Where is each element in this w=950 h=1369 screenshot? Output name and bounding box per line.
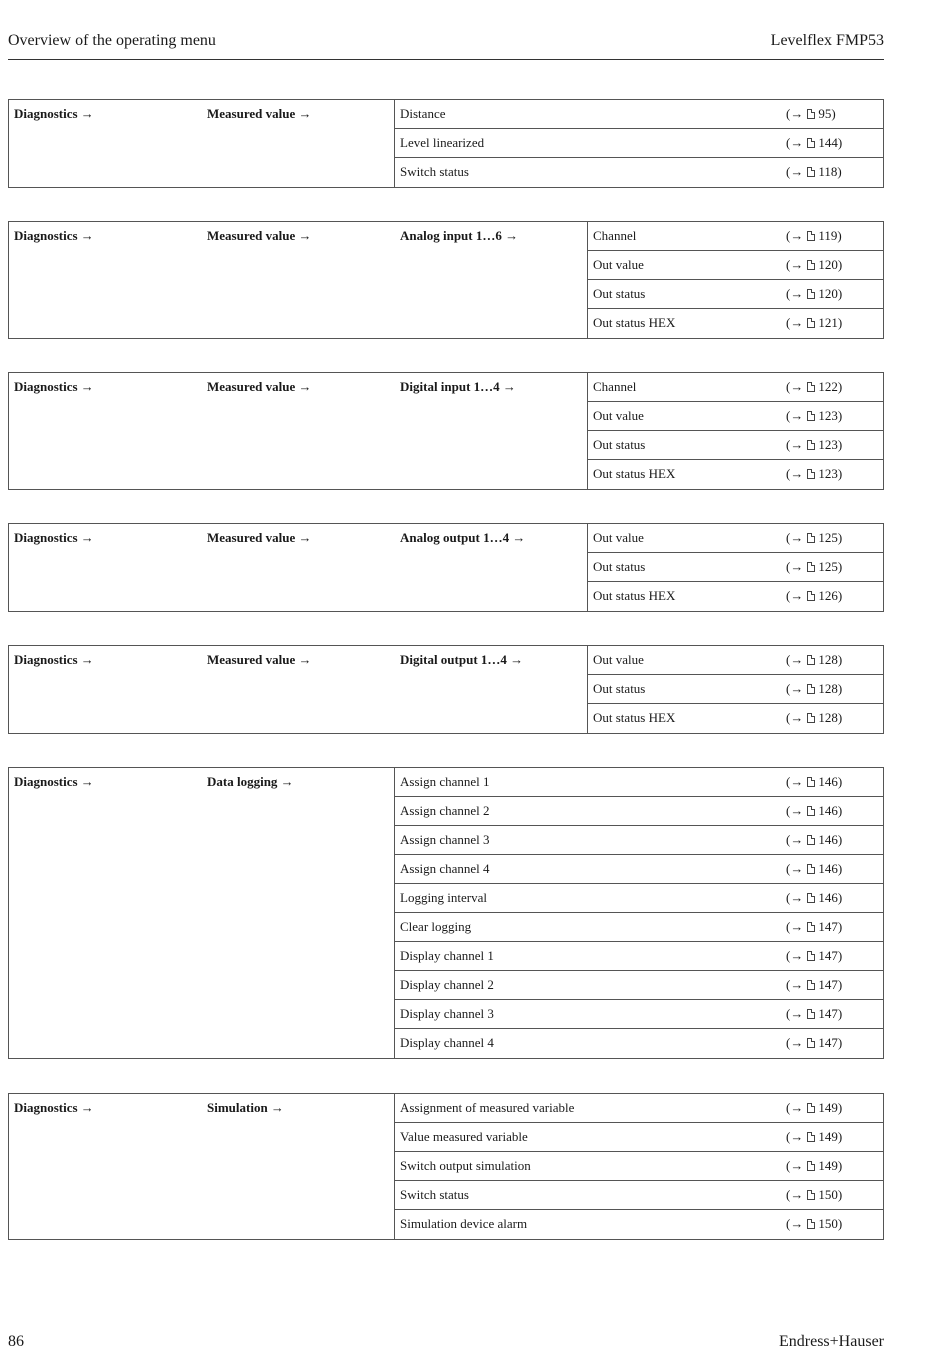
- page-reference[interactable]: [786, 437, 842, 453]
- parameter-name: Channel: [593, 228, 637, 243]
- parameter-name: Assign channel 2: [400, 803, 490, 818]
- parameter-name: Level linearized: [400, 135, 485, 150]
- menu-path-level: Diagnostics →: [14, 1100, 94, 1115]
- menu-path-level: Digital input 1…4 →: [400, 379, 516, 394]
- reference-page: 147): [818, 1035, 843, 1050]
- table-row: [587, 402, 883, 431]
- reference-page: 118): [818, 164, 842, 179]
- table-row: [394, 971, 883, 1000]
- table-row: [394, 942, 883, 971]
- document-icon: [807, 1132, 815, 1142]
- document-icon: [807, 684, 815, 694]
- reference-arrow: (→: [786, 437, 804, 452]
- reference-arrow: (→: [786, 1035, 804, 1050]
- reference-page: 149): [818, 1100, 843, 1115]
- page-reference[interactable]: [786, 832, 842, 848]
- parameter-name: Display channel 4: [400, 1035, 494, 1050]
- reference-arrow: (→: [786, 681, 804, 696]
- reference-page: 125): [818, 530, 843, 545]
- menu-path-level: Measured value →: [207, 652, 312, 667]
- reference-arrow: (→: [786, 1216, 804, 1231]
- reference-page: 149): [818, 1129, 843, 1144]
- reference-arrow: (→: [786, 1158, 804, 1173]
- reference-arrow: (→: [786, 832, 804, 847]
- reference-page: 121): [818, 315, 843, 330]
- reference-page: 147): [818, 948, 843, 963]
- reference-arrow: (→: [786, 588, 804, 603]
- page-reference[interactable]: [786, 803, 842, 819]
- document-icon: [807, 951, 815, 961]
- menu-table: [8, 1093, 884, 1240]
- table-row: [587, 675, 883, 704]
- reference-page: 146): [818, 774, 843, 789]
- page-reference[interactable]: [786, 1100, 842, 1116]
- document-icon: [807, 777, 815, 787]
- menu-path-level: Diagnostics →: [14, 228, 94, 243]
- page-reference[interactable]: [786, 1006, 842, 1022]
- reference-arrow: (→: [786, 1129, 804, 1144]
- parameter-name: Display channel 2: [400, 977, 494, 992]
- page-reference[interactable]: [786, 286, 842, 302]
- reference-arrow: (→: [786, 890, 804, 905]
- table-row: [394, 100, 883, 129]
- page-number: 86: [8, 1333, 24, 1350]
- parameter-name: Out value: [593, 408, 644, 423]
- reference-arrow: (→: [786, 164, 804, 179]
- parameter-name: Assign channel 3: [400, 832, 490, 847]
- table-row: [587, 582, 883, 611]
- parameter-name: Distance: [400, 106, 446, 121]
- page-reference[interactable]: [786, 890, 842, 906]
- page-reference[interactable]: [786, 408, 842, 424]
- document-icon: [807, 980, 815, 990]
- reference-page: 149): [818, 1158, 843, 1173]
- table-row: [587, 309, 883, 338]
- parameter-name: Value measured variable: [400, 1129, 528, 1144]
- reference-page: 125): [818, 559, 843, 574]
- page-reference[interactable]: [786, 228, 842, 244]
- table-row: [394, 1123, 883, 1152]
- page-reference[interactable]: [786, 588, 842, 604]
- reference-arrow: (→: [786, 861, 804, 876]
- menu-path-level: Measured value →: [207, 530, 312, 545]
- document-icon: [807, 260, 815, 270]
- reference-page: 123): [818, 437, 843, 452]
- document-icon: [807, 382, 815, 392]
- parameter-name: Out value: [593, 530, 644, 545]
- reference-arrow: (→: [786, 228, 804, 243]
- header-product: Levelflex FMP53: [770, 32, 884, 49]
- parameter-name: Logging interval: [400, 890, 488, 905]
- menu-path-level: Diagnostics →: [14, 530, 94, 545]
- document-icon: [807, 109, 815, 119]
- reference-page: 128): [818, 652, 843, 667]
- document-icon: [807, 806, 815, 816]
- parameter-name: Assign channel 4: [400, 861, 490, 876]
- reference-arrow: (→: [786, 652, 804, 667]
- menu-path-level: Diagnostics →: [14, 774, 94, 789]
- table-row: [394, 1094, 883, 1123]
- document-icon: [807, 411, 815, 421]
- parameter-name: Switch status: [400, 164, 469, 179]
- reference-arrow: (→: [786, 466, 804, 481]
- parameter-name: Out status: [593, 286, 646, 301]
- reference-page: 147): [818, 977, 843, 992]
- reference-arrow: (→: [786, 1006, 804, 1021]
- reference-arrow: (→: [786, 408, 804, 423]
- table-row: [394, 826, 883, 855]
- reference-arrow: (→: [786, 977, 804, 992]
- menu-table: [8, 645, 884, 734]
- reference-page: 146): [818, 832, 843, 847]
- table-row: [587, 222, 883, 251]
- reference-arrow: (→: [786, 257, 804, 272]
- page-reference[interactable]: [786, 919, 842, 935]
- table-row: [587, 280, 883, 309]
- page-reference[interactable]: [786, 530, 842, 546]
- menu-table: [8, 372, 884, 490]
- document-icon: [807, 713, 815, 723]
- parameter-name: Display channel 3: [400, 1006, 494, 1021]
- table-row: [394, 1029, 883, 1058]
- reference-page: 128): [818, 681, 843, 696]
- table-row: [394, 1152, 883, 1181]
- document-icon: [807, 835, 815, 845]
- document-icon: [807, 469, 815, 479]
- table-row: [587, 553, 883, 582]
- reference-arrow: (→: [786, 559, 804, 574]
- document-icon: [807, 655, 815, 665]
- page-reference[interactable]: [786, 559, 842, 575]
- table-row: [394, 1210, 883, 1239]
- parameter-name: Channel: [593, 379, 637, 394]
- parameter-name: Out status HEX: [593, 588, 676, 603]
- menu-path-level: Analog input 1…6 →: [400, 228, 519, 243]
- reference-page: 120): [818, 286, 843, 301]
- reference-page: 147): [818, 919, 843, 934]
- menu-path-level: Data logging →: [207, 774, 294, 789]
- document-icon: [807, 138, 815, 148]
- document-icon: [807, 864, 815, 874]
- page-reference[interactable]: [786, 135, 842, 151]
- parameter-name: Switch status: [400, 1187, 469, 1202]
- reference-page: 128): [818, 710, 843, 725]
- reference-page: 146): [818, 890, 843, 905]
- table-row: [394, 1181, 883, 1210]
- page-reference[interactable]: [786, 379, 842, 395]
- reference-page: 150): [818, 1187, 843, 1202]
- document-icon: [807, 1219, 815, 1229]
- document-icon: [807, 167, 815, 177]
- document-icon: [807, 1190, 815, 1200]
- parameter-name: Out status: [593, 681, 646, 696]
- reference-page: 123): [818, 466, 843, 481]
- table-row: [587, 431, 883, 460]
- parameter-name: Assignment of measured variable: [400, 1100, 575, 1115]
- reference-arrow: (→: [786, 774, 804, 789]
- menu-table: [8, 221, 884, 339]
- document-icon: [807, 440, 815, 450]
- header-title: Overview of the operating menu: [8, 32, 216, 49]
- menu-path-level: Diagnostics →: [14, 652, 94, 667]
- menu-table: [8, 523, 884, 612]
- reference-arrow: (→: [786, 286, 804, 301]
- reference-page: 122): [818, 379, 843, 394]
- page-reference[interactable]: [786, 1158, 842, 1174]
- document-icon: [807, 922, 815, 932]
- page-reference[interactable]: [786, 977, 842, 993]
- parameter-name: Out value: [593, 652, 644, 667]
- page-reference[interactable]: [786, 652, 842, 668]
- document-icon: [807, 289, 815, 299]
- reference-arrow: (→: [786, 919, 804, 934]
- table-row: [394, 855, 883, 884]
- document-icon: [807, 562, 815, 572]
- page-reference[interactable]: [786, 1216, 842, 1232]
- footer-company: Endress+Hauser: [779, 1333, 884, 1350]
- parameter-name: Simulation device alarm: [400, 1216, 528, 1231]
- menu-path-level: Measured value →: [207, 106, 312, 121]
- reference-page: 119): [818, 228, 842, 243]
- parameter-name: Out status HEX: [593, 466, 676, 481]
- table-row: [394, 884, 883, 913]
- reference-arrow: (→: [786, 1187, 804, 1202]
- parameter-name: Out status: [593, 559, 646, 574]
- menu-table: [8, 99, 884, 188]
- parameter-name: Assign channel 1: [400, 774, 490, 789]
- document-icon: [807, 318, 815, 328]
- page-reference[interactable]: [786, 861, 842, 877]
- reference-arrow: (→: [786, 530, 804, 545]
- menu-path-level: Digital output 1…4 →: [400, 652, 524, 667]
- reference-page: 150): [818, 1216, 843, 1231]
- menu-path-level: Diagnostics →: [14, 379, 94, 394]
- page-reference[interactable]: [786, 164, 842, 180]
- reference-page: 146): [818, 803, 843, 818]
- table-row: [394, 1000, 883, 1029]
- reference-arrow: (→: [786, 710, 804, 725]
- page-reference[interactable]: [786, 1035, 842, 1051]
- page-reference[interactable]: [786, 315, 842, 331]
- table-row: [394, 158, 883, 187]
- menu-path-level: Diagnostics →: [14, 106, 94, 121]
- page-reference[interactable]: [786, 106, 836, 122]
- reference-page: 144): [818, 135, 843, 150]
- page-reference[interactable]: [786, 710, 842, 726]
- reference-page: 120): [818, 257, 843, 272]
- reference-page: 147): [818, 1006, 843, 1021]
- table-row: [587, 524, 883, 553]
- reference-arrow: (→: [786, 315, 804, 330]
- table-row: [587, 704, 883, 733]
- table-row: [587, 373, 883, 402]
- parameter-name: Out status HEX: [593, 710, 676, 725]
- document-icon: [807, 893, 815, 903]
- reference-page: 146): [818, 861, 843, 876]
- reference-page: 123): [818, 408, 843, 423]
- document-icon: [807, 1161, 815, 1171]
- menu-path-level: Measured value →: [207, 379, 312, 394]
- page-reference[interactable]: [786, 774, 842, 790]
- table-row: [587, 460, 883, 489]
- page-reference[interactable]: [786, 466, 842, 482]
- reference-arrow: (→: [786, 1100, 804, 1115]
- reference-page: 126): [818, 588, 843, 603]
- document-icon: [807, 591, 815, 601]
- page-reference[interactable]: [786, 1129, 842, 1145]
- parameter-name: Clear logging: [400, 919, 472, 934]
- document-icon: [807, 1103, 815, 1113]
- reference-page: 95): [818, 106, 836, 121]
- page-reference[interactable]: [786, 948, 842, 964]
- table-row: [587, 251, 883, 280]
- table-row: [394, 797, 883, 826]
- page-reference[interactable]: [786, 1187, 842, 1203]
- document-icon: [807, 1009, 815, 1019]
- table-row: [587, 646, 883, 675]
- parameter-name: Switch output simulation: [400, 1158, 531, 1173]
- menu-path-level: Measured value →: [207, 228, 312, 243]
- parameter-name: Out value: [593, 257, 644, 272]
- parameter-name: Out status: [593, 437, 646, 452]
- document-icon: [807, 231, 815, 241]
- document-icon: [807, 533, 815, 543]
- menu-path-level: Simulation →: [207, 1100, 284, 1115]
- table-row: [394, 913, 883, 942]
- page-reference[interactable]: [786, 681, 842, 697]
- parameter-name: Out status HEX: [593, 315, 676, 330]
- parameter-name: Display channel 1: [400, 948, 494, 963]
- document-icon: [807, 1038, 815, 1048]
- reference-arrow: (→: [786, 803, 804, 818]
- table-row: [394, 768, 883, 797]
- reference-arrow: (→: [786, 379, 804, 394]
- menu-table: [8, 767, 884, 1059]
- reference-arrow: (→: [786, 106, 804, 121]
- page-reference[interactable]: [786, 257, 842, 273]
- reference-arrow: (→: [786, 948, 804, 963]
- table-row: [394, 129, 883, 158]
- menu-path-level: Analog output 1…4 →: [400, 530, 526, 545]
- reference-arrow: (→: [786, 135, 804, 150]
